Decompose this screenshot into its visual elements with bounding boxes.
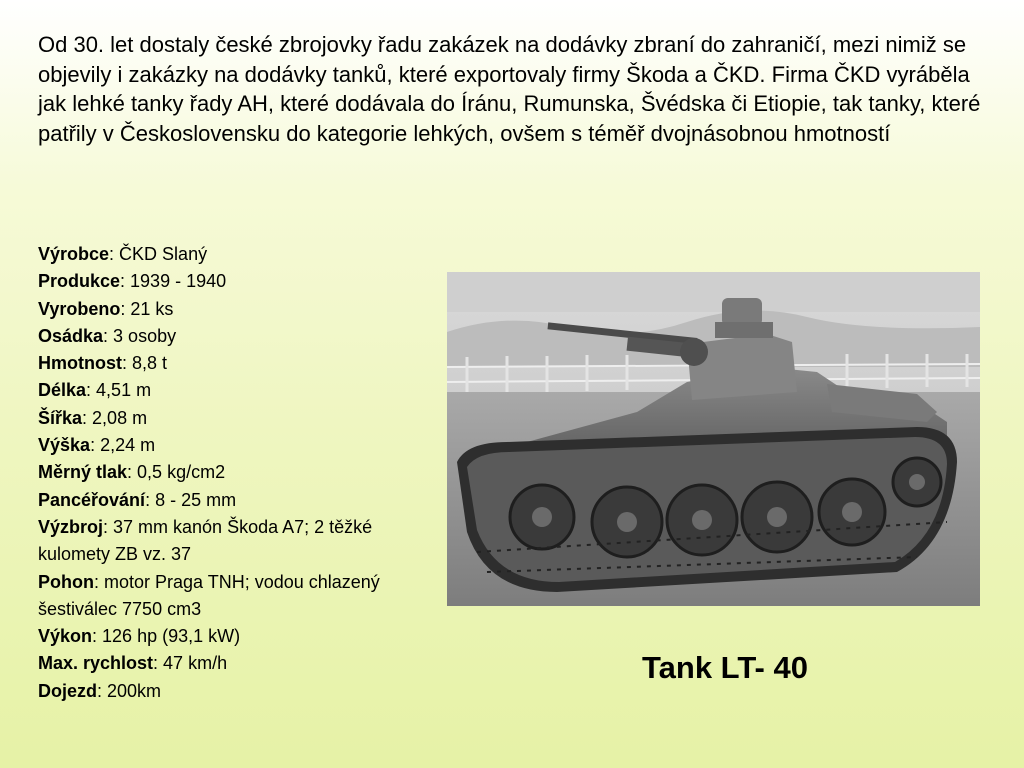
spec-item-max-rychlost: [38, 650, 413, 677]
spec-value: : ČKD Slaný: [109, 244, 208, 264]
spec-value: : 2,08 m: [82, 407, 148, 428]
spec-item-produkce: [38, 268, 413, 295]
spec-key: Dojezd: [38, 680, 98, 701]
spec-key: Výška: [38, 435, 91, 456]
spec-value: : 8,8 t: [122, 353, 168, 374]
spec-value: : 1939 - 1940: [120, 271, 227, 292]
spec-key: Pancéřování: [38, 489, 146, 510]
spec-item-vyska: [38, 432, 413, 459]
spec-value: : 47 km/h: [153, 653, 228, 674]
spec-value: : 2,24 m: [90, 435, 156, 456]
spec-value: : 8 - 25 mm: [145, 489, 237, 510]
tank-illustration: [447, 272, 980, 606]
spec-key: Vyrobeno: [38, 298, 121, 319]
spec-item-vyrobeno: [38, 296, 413, 323]
spec-item-pohon: [38, 569, 413, 624]
spec-value: : motor Praga TNH; vodou chlazený šestiválec 7750 cm3: [38, 571, 380, 619]
spec-item-vyzbroj: [38, 514, 413, 569]
spec-key: Výzbroj: [38, 516, 104, 537]
spec-key: Hmotnost: [38, 353, 122, 374]
spec-item-dojezd: [38, 678, 413, 705]
spec-key: Max. rychlost: [38, 653, 154, 674]
spec-value: : 21 ks: [120, 298, 174, 319]
spec-list: [38, 241, 413, 705]
spec-key: Výrobce: [38, 244, 110, 264]
spec-value: : 200km: [97, 680, 162, 701]
spec-key: Délka: [38, 380, 87, 401]
spec-value: : 126 hp (93,1 kW): [92, 626, 241, 647]
tank-photo: [447, 272, 980, 606]
spec-item-osadka: [38, 323, 413, 350]
spec-item-pancerovani: [38, 487, 413, 514]
spec-key: Výkon: [38, 626, 93, 647]
spec-item-delka: [38, 377, 413, 404]
spec-item-vyrobce: [38, 241, 413, 268]
spec-item-merny-tlak: [38, 459, 413, 486]
spec-key: Pohon: [38, 571, 94, 592]
spec-key: Osádka: [38, 325, 104, 346]
spec-key: Šířka: [38, 407, 83, 428]
spec-item-hmotnost: [38, 350, 413, 377]
intro-paragraph: Od 30. let dostaly české zbrojovky řadu zakázek na dodávky zbraní do zahraničí, mezi nimiž se objevily i zakázky na dodávky tanků, které exportovaly firmy Škoda a ČKD. Firma ČKD vyráběla jak lehké tanky řady AH, které dodávala do Íránu, Rumunska, Švédska či Etiopie, tak tanky, které patřily v Československu do kategorie lehkých, ovšem s téměř dvojnásobnou hmotností: [38, 32, 981, 146]
tank-caption: Tank LT- 40: [642, 650, 808, 685]
spec-item-vykon: [38, 623, 413, 650]
spec-item-sirka: [38, 405, 413, 432]
spec-value: : 3 osoby: [103, 325, 177, 346]
spec-value: : 37 mm kanón Škoda A7; 2 těžké kulomety ZB vz. 37: [38, 516, 373, 565]
spec-value: : 4,51 m: [86, 380, 152, 401]
spec-value: : 0,5 kg/cm2: [127, 462, 226, 483]
spec-key: Měrný tlak: [38, 462, 128, 483]
spec-key: Produkce: [38, 271, 121, 292]
